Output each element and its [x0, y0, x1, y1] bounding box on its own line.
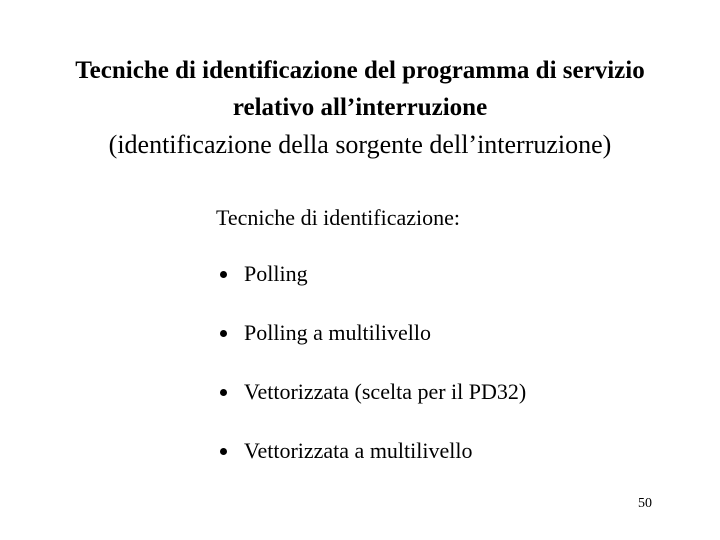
- bullet-icon: [220, 271, 227, 278]
- title-line-3: (identificazione della sorgente dell’interruzione): [108, 130, 612, 159]
- list-item: [216, 377, 526, 407]
- bullet-icon: [220, 389, 227, 396]
- title-line-2: relativo all’interruzione: [232, 94, 488, 121]
- page-number: 50: [638, 496, 652, 511]
- bullet-icon: [220, 448, 227, 455]
- bullet-list: [216, 259, 526, 495]
- slide-title: [0, 52, 720, 163]
- list-item: [216, 436, 526, 466]
- list-item-label: Vettorizzata a multilivello: [244, 438, 473, 463]
- subtitle: Tecniche di identificazione:: [216, 205, 461, 230]
- bullet-icon: [220, 330, 227, 337]
- list-item-label: Polling: [244, 261, 308, 286]
- title-line-1: Tecniche di identificazione del programma di servizio: [75, 57, 645, 84]
- list-item-label: Vettorizzata (scelta per il PD32): [244, 379, 527, 404]
- list-item: [216, 259, 526, 289]
- list-item: [216, 318, 526, 348]
- list-item-label: Polling a multilivello: [244, 320, 431, 345]
